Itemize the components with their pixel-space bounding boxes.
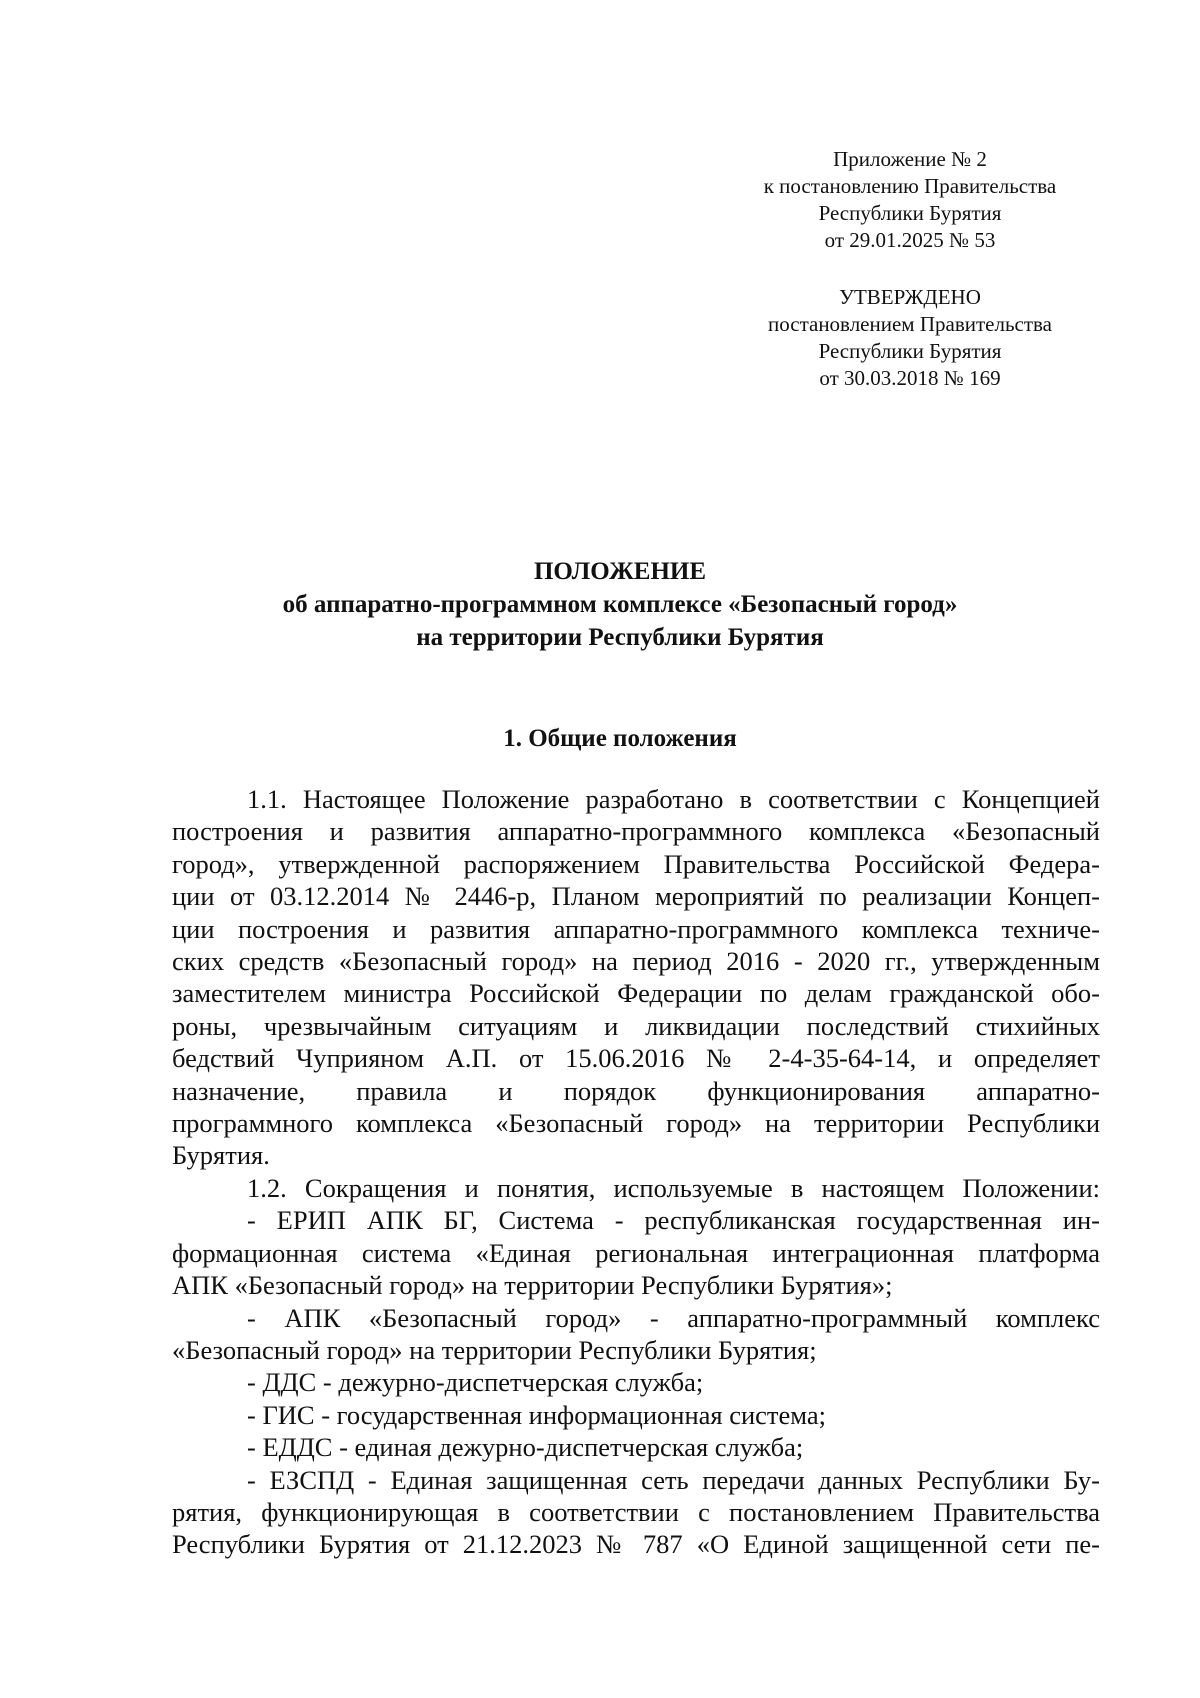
body-line: АПК «Безопасный город» на территории Республики Бурятия»; [172,1270,893,1301]
body-line: «Безопасный город» на территории Республики Бурятия; [172,1334,817,1365]
body-text [172,783,1100,1561]
approval-line: постановлением Правительства [767,312,1052,336]
body-line: формационная система «Единая региональная интеграционная платформа [172,1237,1100,1268]
body-line: программного комплекса «Безопасный город» на территории Республики [172,1108,1100,1139]
body-line: бедствий Чуприяном А.П. от 15.06.2016 № 2-4-35-64-14, и определяет [172,1043,1100,1074]
body-line: - ЕРИП АПК БГ, Система - республиканская государственная ин- [247,1205,1100,1236]
body-line: Республики Бурятия от 21.12.2023 № 787 «О Единой защищенной сети пе- [172,1529,1100,1560]
body-line: заместителем министра Российской Федерации по делам гражданской обо- [172,978,1100,1009]
appendix-line: Республики Бурятия [818,201,1002,225]
document-title [170,555,1070,654]
title-line: на территории Республики Бурятия [416,624,824,651]
body-line: назначение, правила и порядок функционирования аппаратно- [172,1075,1100,1106]
body-line: Бурятия. [172,1140,270,1171]
body-line: - ГИС - государственная информационная система; [247,1399,826,1430]
title-line: ПОЛОЖЕНИЕ [533,558,707,585]
appendix-line: к постановлению Правительства [763,174,1057,198]
body-line: - ДДС - дежурно-диспетчерская служба; [247,1367,704,1398]
body-line: роны, чрезвычайным ситуациям и ликвидации последствий стихийных [172,1010,1100,1041]
body-line: построения и развития аппаратно-программного комплекса «Безопасный [172,816,1100,847]
body-line: - ЕЗСПД - Единая защищенная сеть передачи данных Республики Бу- [247,1464,1100,1495]
body-line: ции построения и развития аппаратно-программного комплекса техниче- [172,913,1100,944]
body-line: 1.2. Сокращения и понятия, используемые в настоящем Положении: [247,1172,1100,1203]
body-line: - АПК «Безопасный город» - аппаратно-программный комплекс [247,1302,1100,1333]
body-line: ции от 03.12.2014 № 2446-р, Планом мероприятий по реализации Концеп- [172,881,1100,912]
body-line: рятия, функционирующая в соответствии с постановлением Правительства [172,1496,1100,1527]
body-line: 1.1. Настоящее Положение разработано в соответствии с Концепцией [247,784,1100,814]
title-line: об аппаратно-программном комплексе «Безопасный город» [282,591,958,618]
approval-line: от 30.03.2018 № 169 [819,366,1001,390]
appendix-header [720,146,1100,254]
body-line: город», утвержденной распоряжением Правительства Российской Федера- [172,848,1100,879]
approval-header [720,284,1100,392]
body-line: ских средств «Безопасный город» на период 2016 - 2020 гг., утвержденным [172,946,1100,977]
section-heading: 1. Общие положения [503,725,737,752]
approval-line: Республики Бурятия [818,339,1002,363]
body-line: - ЕДДС - единая дежурно-диспетчерская служба; [247,1432,804,1463]
appendix-line: Приложение № 2 [833,147,987,171]
approval-line: УТВЕРЖДЕНО [839,285,981,309]
appendix-line: от 29.01.2025 № 53 [824,228,996,252]
